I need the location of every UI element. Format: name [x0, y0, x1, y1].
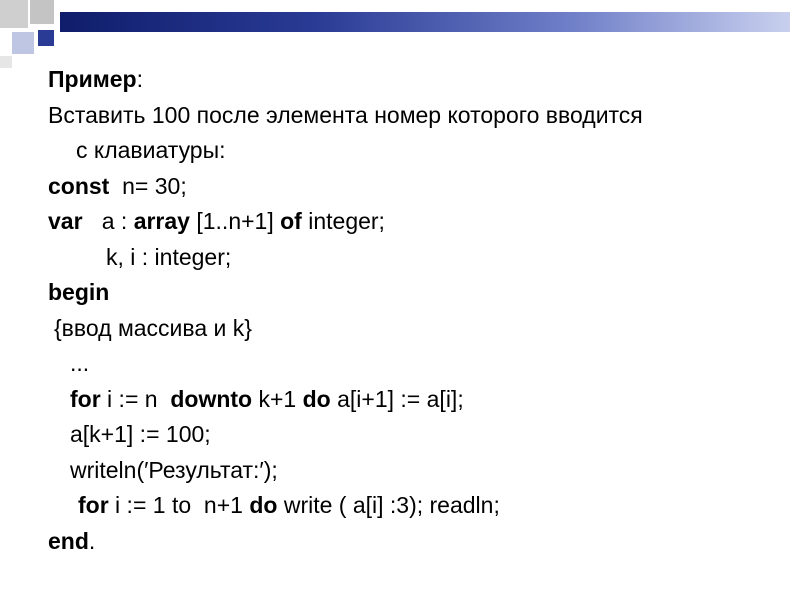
code-line-end — [48, 524, 778, 560]
keyword-do: do — [302, 385, 331, 412]
code-line-writeln: writeln(′Результат:′); — [70, 456, 278, 483]
code-text: a : — [82, 208, 134, 234]
code-line-for-downto — [48, 382, 778, 418]
code-text: a[i+1] := a[i]; — [330, 385, 464, 412]
slide-content — [48, 62, 778, 559]
keyword-const: const — [48, 172, 110, 199]
decorative-square — [0, 0, 28, 28]
code-line-begin — [48, 275, 778, 311]
task-line-1: Вставить 100 после элемента номер которого вводится — [48, 101, 643, 128]
code-line-assign: a[k+1] := 100; — [70, 421, 211, 447]
code-text: k+1 — [252, 385, 303, 412]
keyword-of: of — [280, 208, 302, 234]
keyword-do: do — [249, 492, 278, 518]
code-text: integer; — [301, 208, 385, 234]
code-line-var — [48, 204, 778, 240]
keyword-begin: begin — [48, 279, 110, 305]
keyword-end: end — [48, 527, 89, 554]
code-line-for-write — [48, 488, 778, 524]
keyword-for: for — [78, 492, 109, 518]
decorative-square — [30, 0, 54, 24]
code-text: n= 30; — [109, 172, 187, 199]
code-text: [1..n+1] — [189, 208, 281, 234]
header-decoration-bar — [60, 12, 790, 32]
keyword-var: var — [48, 208, 83, 234]
code-text: i := 1 to n+1 — [108, 492, 250, 518]
slide-title — [48, 62, 778, 98]
keyword-array: array — [133, 208, 190, 234]
keyword-for: for — [70, 385, 101, 412]
code-line-vars-k-i: k, i : integer; — [106, 243, 232, 270]
title-text: Пример — [48, 66, 137, 92]
task-line-2: с клавиатуры: — [76, 137, 226, 163]
decorative-square — [38, 30, 54, 46]
code-text: i := n — [100, 385, 171, 412]
code-line-ellipsis: ... — [70, 350, 90, 376]
code-line-comment: {ввод массива и k} — [54, 314, 252, 341]
decorative-square — [12, 32, 34, 54]
code-text: write ( a[i] :3); readln; — [277, 492, 500, 518]
code-line-const — [48, 169, 778, 205]
code-text: . — [88, 527, 96, 554]
decorative-square — [0, 56, 12, 68]
title-colon: : — [136, 66, 143, 92]
keyword-downto: downto — [170, 385, 253, 412]
